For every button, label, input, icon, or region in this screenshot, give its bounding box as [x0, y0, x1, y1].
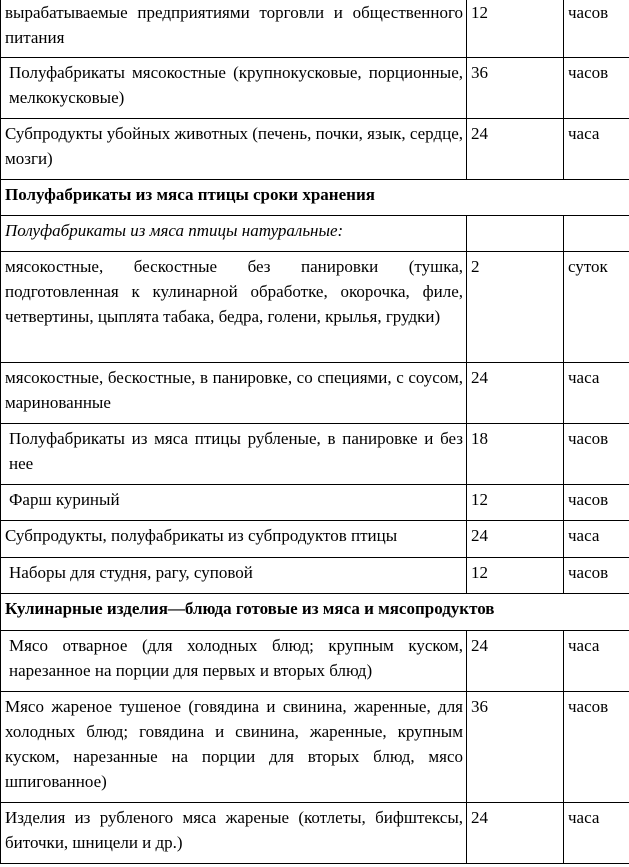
storage-value-cell: 36 [467, 692, 564, 803]
table-row [1, 803, 629, 864]
storage-value-cell: 12 [467, 558, 564, 594]
storage-unit-cell [564, 216, 629, 252]
section-header-row [1, 180, 629, 216]
product-name-cell: Мясо жареное тушеное (говядина и свинина, жаренные, для холодных блюд; говядина и свинина, жаренные, крупным куском, нарезанные на порции для вторых блюд, мясо шпигованное) [1, 692, 467, 803]
storage-unit-cell: часов [564, 424, 629, 485]
table-row [1, 558, 629, 594]
storage-value-cell: 36 [467, 58, 564, 119]
subheader-row [1, 216, 629, 252]
storage-value-cell [467, 216, 564, 252]
storage-value-cell: 24 [467, 631, 564, 692]
table-row [1, 424, 629, 485]
product-name-cell: Субпродукты, полуфабрикаты из субпродуктов птицы [1, 521, 467, 558]
storage-value-cell: 2 [467, 252, 564, 363]
storage-unit-cell: часа [564, 803, 629, 864]
storage-unit-cell: часов [564, 692, 629, 803]
storage-unit-cell: часа [564, 119, 629, 180]
product-name-cell: мясокостные, бескостные, в панировке, со специями, с соусом, маринованные [1, 363, 467, 424]
table-row [1, 485, 629, 521]
table-row [1, 0, 629, 58]
product-name-cell: Изделия из рубленого мяса жареные (котлеты, бифштексы, биточки, шницели и др.) [1, 803, 467, 864]
product-name-cell: мясокостные, бескостные без панировки (тушка, подготовленная к кулинарной обработке, окорочка, филе, четвертины, цыплята табака, бедра, голени, крылья, грудки) [1, 252, 467, 363]
product-name-cell: Наборы для студня, рагу, суповой [1, 558, 467, 594]
table-row [1, 58, 629, 119]
storage-unit-cell: суток [564, 252, 629, 363]
storage-value-cell: 18 [467, 424, 564, 485]
product-name-cell: Субпродукты убойных животных (печень, почки, язык, сердце, мозги) [1, 119, 467, 180]
storage-value-cell: 12 [467, 485, 564, 521]
storage-unit-cell: часов [564, 485, 629, 521]
product-name-cell: Фарш куриный [1, 485, 467, 521]
table-row [1, 363, 629, 424]
storage-value-cell: 24 [467, 803, 564, 864]
product-name-cell: вырабатываемые предприятиями торговли и общественного питания [1, 0, 467, 58]
storage-value-cell: 24 [467, 521, 564, 558]
table-row [1, 692, 629, 803]
storage-unit-cell: часов [564, 558, 629, 594]
storage-value-cell: 24 [467, 363, 564, 424]
storage-unit-cell: часа [564, 631, 629, 692]
storage-unit-cell: часа [564, 521, 629, 558]
section-title: Кулинарные изделия—блюда готовые из мяса и мясопродуктов [1, 594, 629, 631]
section-title: Полуфабрикаты из мяса птицы сроки хранения [1, 180, 629, 216]
subsection-title: Полуфабрикаты из мяса птицы натуральные: [1, 216, 467, 252]
table-row [1, 252, 629, 363]
section-header-row [1, 594, 629, 631]
product-name-cell: Полуфабрикаты из мяса птицы рубленые, в панировке и без нее [1, 424, 467, 485]
storage-unit-cell: часа [564, 363, 629, 424]
table-row [1, 521, 629, 558]
storage-value-cell: 12 [467, 0, 564, 58]
product-name-cell: Полуфабрикаты мясокостные (крупнокусковые, порционные, мелкокусковые) [1, 58, 467, 119]
storage-value-cell: 24 [467, 119, 564, 180]
table-row [1, 631, 629, 692]
storage-unit-cell: часов [564, 0, 629, 58]
storage-unit-cell: часов [564, 58, 629, 119]
product-name-cell: Мясо отварное (для холодных блюд; крупным куском, нарезанное на порции для первых и вторых блюд) [1, 631, 467, 692]
table-row [1, 119, 629, 180]
